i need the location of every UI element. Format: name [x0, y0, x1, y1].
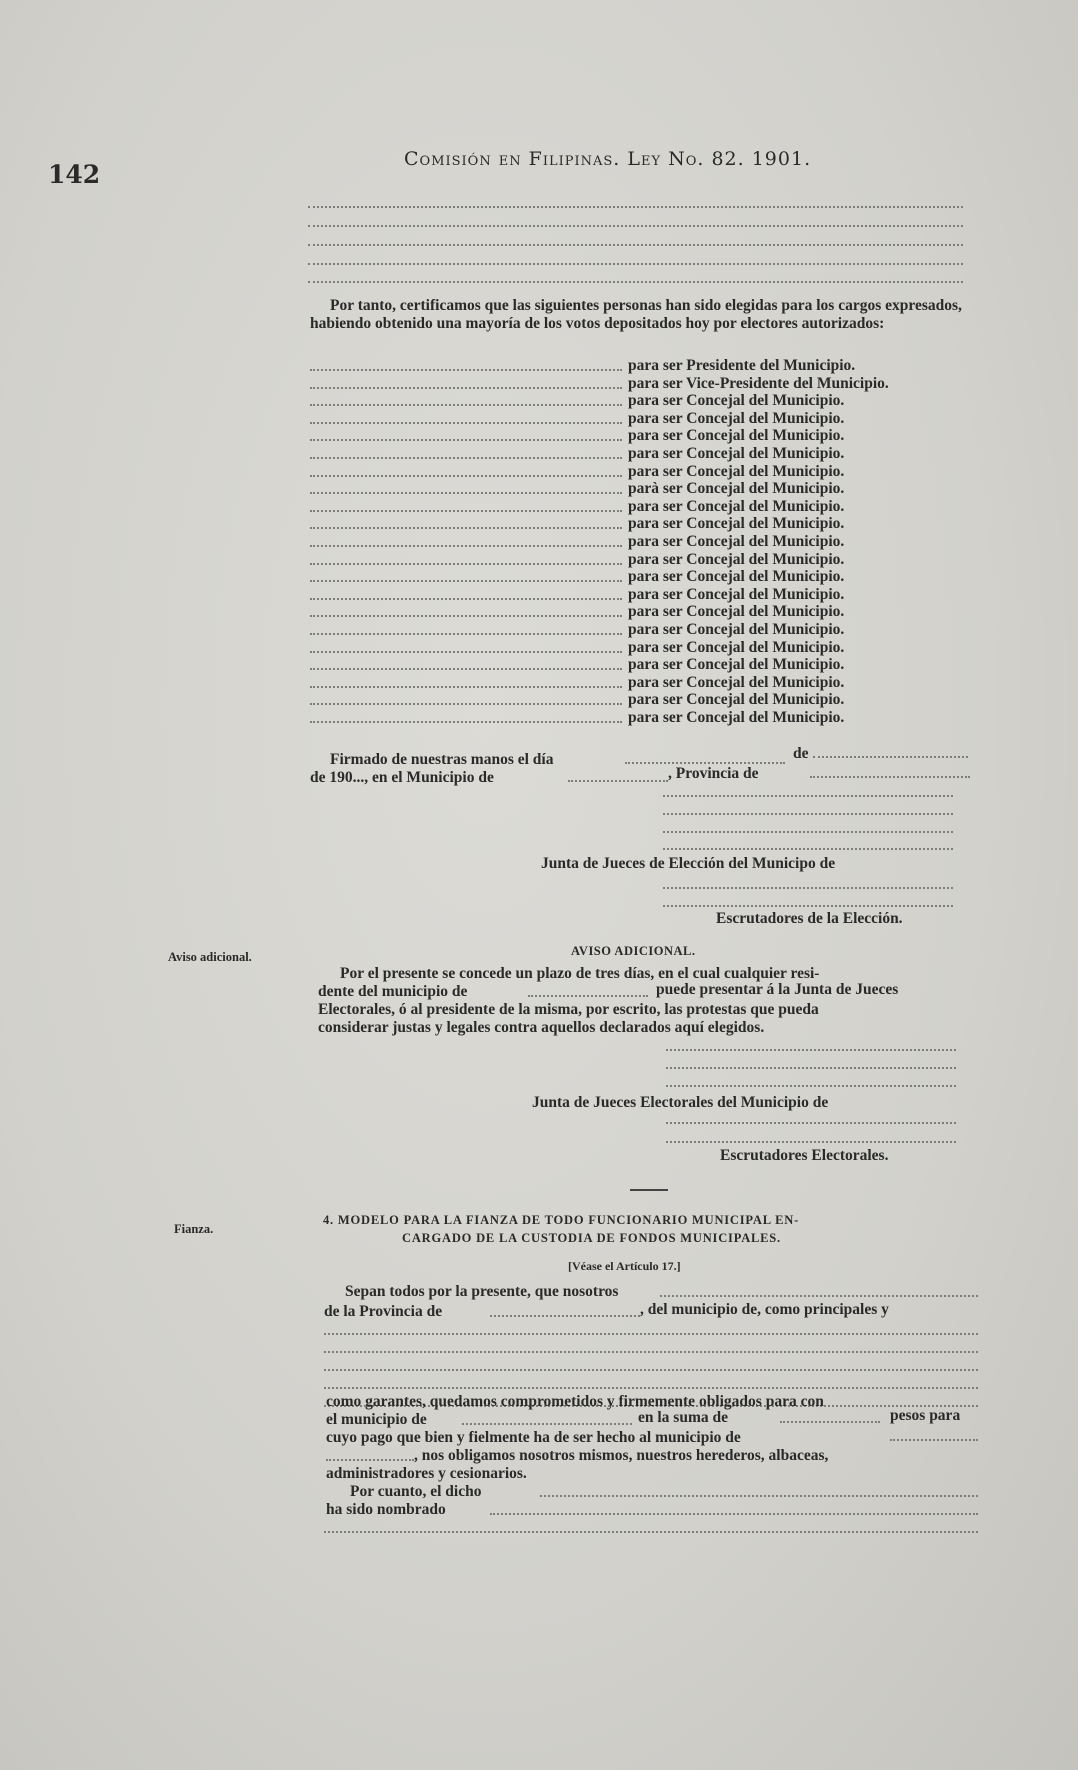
name-field[interactable] — [310, 633, 622, 635]
office-label: para ser Concejal del Municipio. — [628, 638, 845, 656]
sidenote-aviso: Aviso adicional. — [168, 950, 252, 964]
fianza-line-2b: , del municipio de, como principales y — [640, 1301, 889, 1318]
signed-line-1b: de — [793, 745, 809, 762]
fianza-line-7: administradores y cesionarios. — [326, 1465, 527, 1482]
signature-line[interactable] — [663, 795, 953, 797]
name-field[interactable] — [310, 651, 622, 653]
blank-line[interactable] — [308, 281, 963, 283]
signature-line[interactable] — [663, 905, 953, 907]
office-label: para ser Presidente del Municipio. — [628, 357, 856, 374]
signed-line-2a: de 190..., en el Municipio de — [310, 769, 494, 786]
office-label: para ser Concejal del Municipio. — [628, 621, 845, 638]
name-field[interactable] — [310, 404, 622, 406]
name-field[interactable] — [310, 457, 622, 459]
signature-line[interactable] — [663, 848, 953, 850]
fianza-line-8a: Por cuanto, el dicho — [350, 1483, 482, 1500]
office-label: para ser Concejal del Municipio. — [628, 445, 845, 462]
junta-electorales: Junta de Jueces Electorales del Municipio de — [532, 1094, 829, 1111]
aviso-line-2a: dente del municipio de — [318, 983, 468, 1000]
nosotros-field[interactable] — [660, 1295, 978, 1297]
nombrado-field[interactable] — [490, 1513, 978, 1515]
fianza-heading-1: 4. MODELO PARA LA FIANZA DE TODO FUNCIONARIO MUNICIPAL EN- — [323, 1213, 800, 1227]
fianza-line-2a: de la Provincia de — [324, 1303, 443, 1320]
office-label: para ser Concejal del Municipio. — [628, 497, 845, 515]
dicho-field[interactable] — [540, 1495, 978, 1497]
signature-line[interactable] — [666, 1141, 956, 1143]
fianza-line-3: como garantes, quedamos comprometidos y firmemente obligados para con — [326, 1393, 824, 1410]
name-field[interactable] — [310, 387, 622, 389]
name-field[interactable] — [310, 510, 622, 512]
fianza-line-1a: Sepan todos por la presente, que nosotros — [345, 1283, 619, 1300]
name-field[interactable] — [310, 492, 622, 494]
fianza-reference: [Véase el Artículo 17.] — [568, 1259, 681, 1273]
office-label: para ser Concejal del Municipio. — [628, 673, 845, 691]
blank-line[interactable] — [324, 1369, 978, 1371]
section-divider — [630, 1189, 668, 1191]
signature-line[interactable] — [666, 1085, 956, 1087]
month-field[interactable] — [813, 756, 968, 758]
name-field[interactable] — [310, 615, 622, 617]
name-field[interactable] — [310, 668, 622, 670]
aviso-line-3: Electorales, ó al presidente de la misma, por escrito, las protestas que pueda — [318, 1001, 819, 1018]
office-label: para ser Concejal del Municipio. — [628, 515, 845, 533]
fianza-heading-2: CARGADO DE LA CUSTODIA DE FONDOS MUNICIPALES. — [402, 1231, 781, 1245]
signed-line-1a: Firmado de nuestras manos el día — [330, 751, 554, 768]
aviso-municipio-field[interactable] — [528, 995, 648, 997]
blank-line[interactable] — [308, 244, 963, 246]
office-row — [310, 711, 960, 729]
municipio-line[interactable] — [663, 887, 953, 889]
municipio-field[interactable] — [568, 780, 668, 782]
blank-line[interactable] — [324, 1333, 978, 1335]
fianza-line-4b: en la suma de — [638, 1409, 728, 1426]
name-field[interactable] — [310, 686, 622, 688]
office-label: para ser Concejal del Municipio. — [628, 409, 845, 427]
aviso-line-2b: puede presentar á la Junta de Jueces — [656, 981, 899, 998]
fianza-line-5a: cuyo pago que bien y fielmente ha de ser hecho al municipio de — [326, 1429, 741, 1446]
name-field[interactable] — [310, 721, 622, 723]
blank-line[interactable] — [324, 1387, 978, 1389]
blank-line[interactable] — [324, 1531, 978, 1533]
signature-line[interactable] — [663, 813, 953, 815]
office-label: parà ser Concejal del Municipio. — [628, 480, 845, 498]
provincia-field[interactable] — [810, 776, 970, 778]
signature-line[interactable] — [666, 1067, 956, 1069]
municipio-field[interactable] — [890, 1439, 978, 1441]
name-field[interactable] — [310, 703, 622, 705]
page-number: 142 — [48, 160, 101, 189]
signed-line-2b: , Provincia de — [668, 765, 759, 782]
aviso-line-1: Por el presente se concede un plazo de tres días, en el cual cualquier resi- — [340, 965, 820, 982]
name-field[interactable] — [310, 527, 622, 529]
name-field[interactable] — [310, 563, 622, 565]
office-label: para ser Concejal del Municipio. — [628, 568, 845, 586]
office-label: para ser Concejal del Municipio. — [628, 603, 845, 621]
escrutadores-electorales: Escrutadores Electorales. — [720, 1147, 889, 1164]
escrutadores-eleccion: Escrutadores de la Elección. — [716, 910, 903, 927]
blank-line[interactable] — [308, 263, 963, 265]
blank-line[interactable] — [324, 1351, 978, 1353]
office-label: para ser Concejal del Municipio. — [628, 550, 845, 568]
name-field[interactable] — [310, 545, 622, 547]
signature-line[interactable] — [663, 831, 953, 833]
office-label: para ser Concejal del Municipio. — [628, 462, 845, 480]
office-label: para ser Concejal del Municipio. — [628, 392, 845, 410]
municipio-line[interactable] — [666, 1122, 956, 1124]
office-label: para ser Concejal del Municipio. — [628, 427, 845, 445]
office-label: para ser Vice-Presidente del Municipio. — [628, 374, 889, 392]
fianza-line-9a: ha sido nombrado — [326, 1501, 446, 1518]
office-label: para ser Concejal del Municipio. — [628, 709, 845, 726]
running-head: Comisión en Filipinas. Ley No. 82. 1901. — [404, 148, 812, 170]
aviso-heading: AVISO ADICIONAL. — [571, 944, 696, 958]
provincia-field[interactable] — [490, 1315, 640, 1317]
office-label: para ser Concejal del Municipio. — [628, 656, 845, 674]
municipio-field[interactable] — [462, 1423, 632, 1425]
signature-line[interactable] — [666, 1049, 956, 1051]
name-field[interactable] — [310, 598, 622, 600]
fianza-line-4a: el municipio de — [326, 1411, 427, 1428]
name-field[interactable] — [310, 439, 622, 441]
blank-line[interactable] — [308, 206, 963, 208]
fianza-line-6: , nos obligamos nosotros mismos, nuestros herederos, albaceas, — [414, 1447, 829, 1464]
municipio-field-cont[interactable] — [326, 1459, 414, 1461]
name-field[interactable] — [310, 475, 622, 477]
day-field[interactable] — [625, 762, 785, 764]
office-label: para ser Concejal del Municipio. — [628, 585, 845, 603]
suma-field[interactable] — [780, 1421, 880, 1423]
certification-paragraph: Por tanto, certificamos que las siguientes personas han sido elegidas para los cargos expresados, habiendo obtenido una mayoría de los votos depositados hoy por electores autorizados: — [310, 297, 962, 332]
fianza-line-4c: pesos para — [890, 1407, 961, 1424]
blank-line[interactable] — [308, 225, 963, 227]
office-label: para ser Concejal del Municipio. — [628, 691, 845, 709]
sidenote-fianza: Fianza. — [174, 1222, 214, 1236]
name-field[interactable] — [310, 580, 622, 582]
name-field[interactable] — [310, 422, 622, 424]
junta-title: Junta de Jueces de Elección del Municipo de — [541, 855, 836, 872]
aviso-line-4: considerar justas y legales contra aquellos declarados aquí elegidos. — [318, 1019, 765, 1036]
name-field[interactable] — [310, 369, 622, 371]
office-label: para ser Concejal del Municipio. — [628, 533, 845, 550]
